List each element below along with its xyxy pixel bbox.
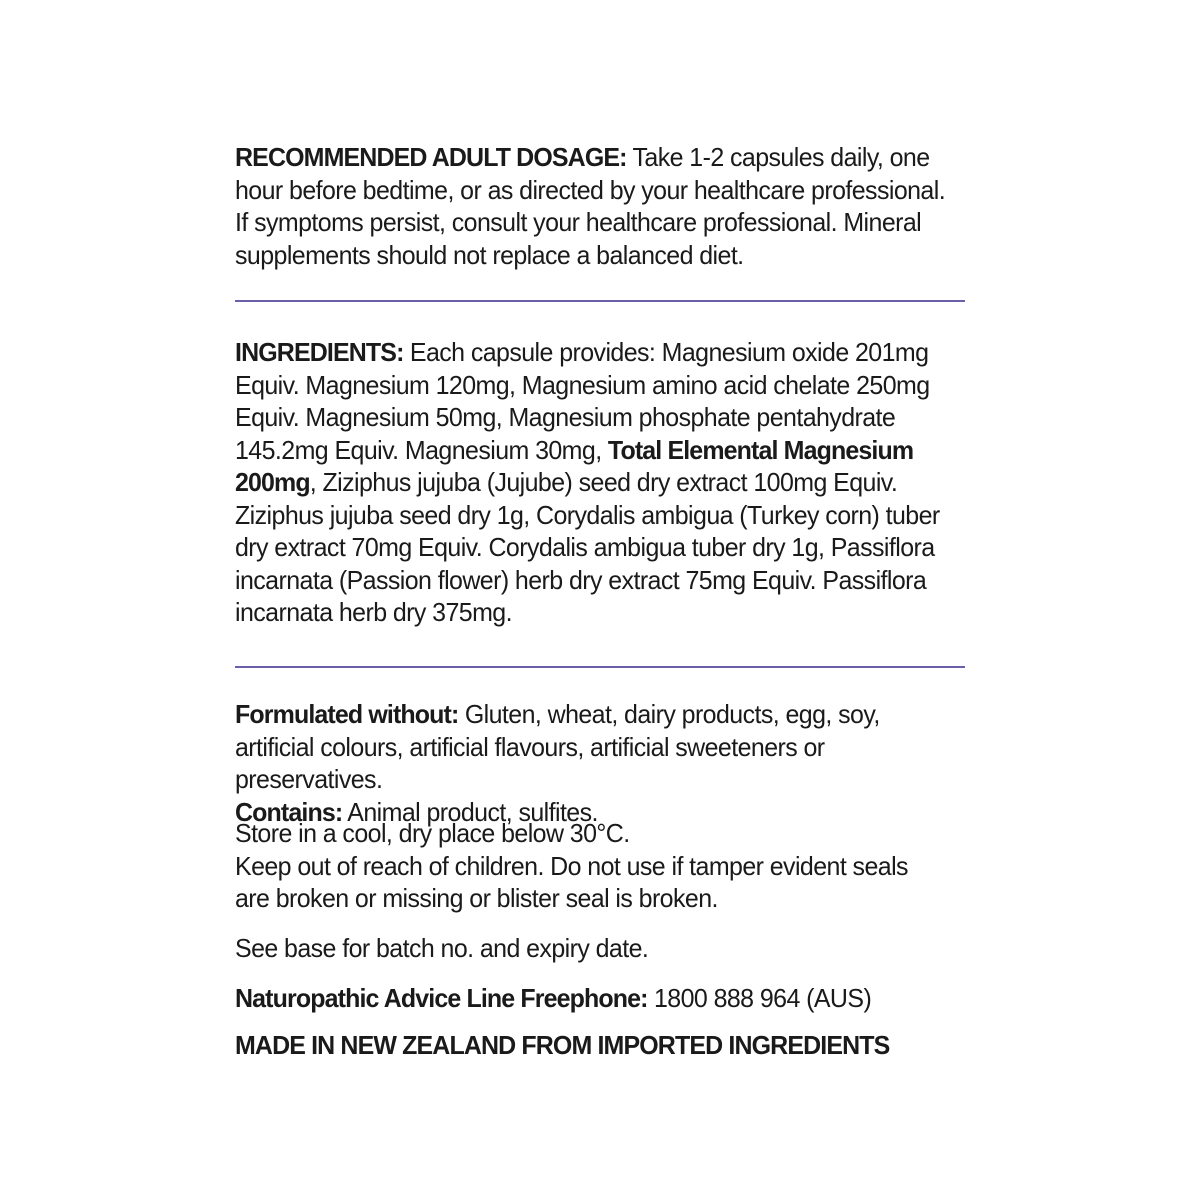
batch-text: See base for batch no. and expiry date. — [235, 933, 649, 963]
warning-line: Keep out of reach of children. Do not use if tamper evident seals are broken or missing or blister seal is broken. — [235, 850, 908, 913]
dosage-paragraph — [235, 141, 945, 271]
advice-line-section — [235, 982, 945, 1015]
ingredients-section — [235, 336, 945, 629]
dosage-text: Take 1-2 capsules daily, one hour before bedtime, or as directed by your healthcare professional. If symptoms persist, consult your healthcare professional. Mineral supplements should not replace a balanced diet. — [235, 142, 946, 270]
ingredients-heading: INGREDIENTS: — [235, 337, 404, 367]
storage-line: Store in a cool, dry place below 30°C. — [235, 818, 630, 848]
contains-text: Animal product, sulfites. — [342, 796, 598, 827]
formulated-section — [235, 698, 945, 828]
origin-paragraph — [235, 1029, 945, 1062]
section-divider — [235, 300, 965, 302]
advice-paragraph — [235, 982, 945, 1015]
ingredients-text-continued: , Ziziphus jujuba (Jujube) seed dry extract 100mg Equiv. Ziziphus jujuba seed dry 1g, Corydalis ambigua (Turkey corn) tuber dry extract 70mg Equiv. Corydalis ambigua tuber dry 1g, Passiflora incarnata (Passion flower) herb dry extract 75mg Equiv. Passiflora incarnata herb dry 375mg. — [235, 467, 940, 627]
batch-section — [235, 932, 945, 965]
origin-section — [235, 1029, 945, 1062]
storage-section — [235, 817, 945, 915]
total-magnesium: Total Elemental Magnesium 200mg — [235, 434, 914, 497]
ingredients-text: Each capsule provides: Magnesium oxide 201mg Equiv. Magnesium 120mg, Magnesium amino acid chelate 250mg Equiv. Magnesium 50mg, Magnesium phosphate pentahydrate 145.2mg Equiv. Magnesium 30mg, — [235, 337, 930, 465]
dosage-section — [235, 141, 945, 271]
dosage-heading: RECOMMENDED ADULT DOSAGE: — [235, 142, 627, 172]
formulated-paragraph — [235, 698, 945, 796]
origin-statement: MADE IN NEW ZEALAND FROM IMPORTED INGREDIENTS — [235, 1030, 890, 1060]
formulated-heading: Formulated without: — [235, 699, 459, 729]
advice-phone: 1800 888 964 (AUS) — [647, 983, 872, 1013]
formulated-text: Gluten, wheat, dairy products, egg, soy, artificial colours, artificial flavours, artificial sweeteners or preservatives. — [235, 699, 880, 794]
section-divider — [235, 666, 965, 668]
advice-heading: Naturopathic Advice Line Freephone: — [235, 983, 648, 1013]
contains-heading: Contains: — [235, 796, 343, 827]
ingredients-paragraph — [235, 336, 945, 629]
